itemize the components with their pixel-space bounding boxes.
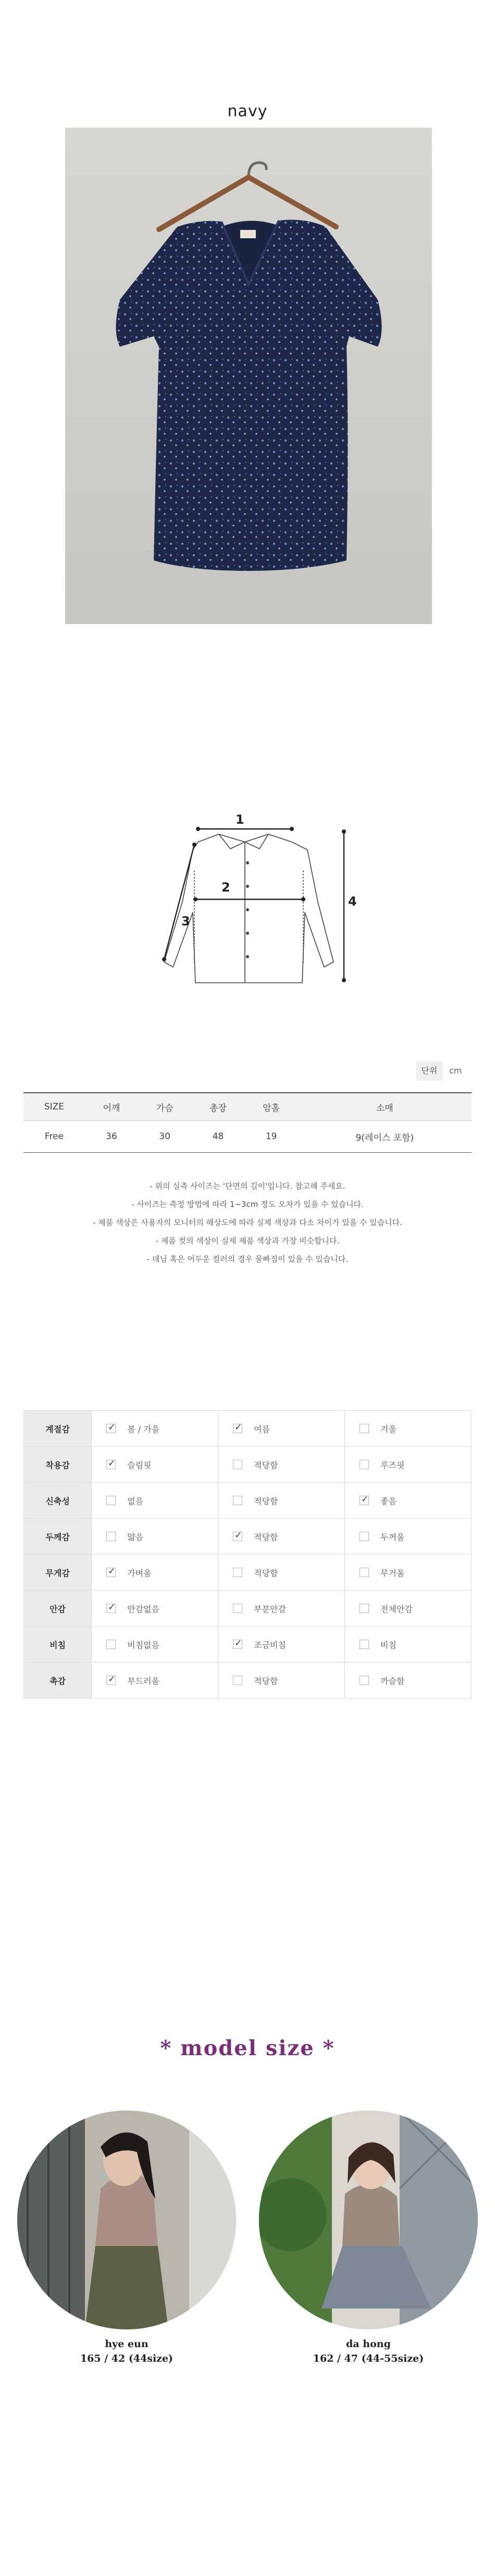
empty-box-icon <box>106 1496 116 1505</box>
empty-box-icon <box>233 1460 242 1469</box>
fabric-option <box>218 1555 345 1591</box>
fabric-option <box>218 1663 345 1699</box>
fabric-option-label: 적당함 <box>254 1568 278 1578</box>
note-line: - 데님 혹은 어두운 컬러의 경우 물빠짐이 있을 수 있습니다. <box>146 1254 349 1264</box>
fabric-option <box>218 1627 345 1663</box>
model-name-hye-eun: hye eun <box>105 2338 148 2350</box>
fabric-option-label: 부드러움 <box>127 1676 160 1686</box>
empty-box-icon <box>360 1460 369 1469</box>
fabric-option-label: 안감없음 <box>127 1604 160 1614</box>
fabric-option <box>92 1483 218 1519</box>
fabric-option-label: 여름 <box>254 1424 270 1434</box>
fabric-option-label: 봄 / 가을 <box>127 1424 160 1434</box>
fabric-row-label: 안감 <box>24 1591 92 1627</box>
table-row <box>23 1121 472 1153</box>
fabric-option <box>345 1591 472 1627</box>
empty-box-icon <box>360 1604 369 1613</box>
fabric-option-label: 부분안감 <box>254 1604 286 1614</box>
fabric-option-label: 적당함 <box>254 1676 278 1686</box>
cell-shoulder: 36 <box>85 1121 138 1153</box>
header-size: SIZE <box>23 1093 85 1121</box>
fabric-option-label: 까슬함 <box>380 1676 405 1686</box>
fabric-option-label: 없음 <box>127 1496 144 1506</box>
empty-box-icon <box>106 1640 116 1649</box>
diagram-label-3: 3 <box>181 914 190 929</box>
empty-box-icon <box>106 1532 116 1541</box>
fabric-option <box>218 1411 345 1447</box>
checked-box-icon <box>233 1640 242 1649</box>
fabric-option <box>92 1411 218 1447</box>
cell-armhole: 19 <box>245 1121 298 1153</box>
fabric-row-label: 무게감 <box>24 1555 92 1591</box>
checked-box-icon <box>233 1424 242 1433</box>
fabric-row <box>24 1627 472 1663</box>
fabric-option-label: 적당함 <box>254 1460 278 1470</box>
fabric-option-label: 비침없음 <box>127 1640 160 1650</box>
size-notes <box>0 1177 495 1268</box>
fabric-row <box>24 1447 472 1483</box>
checked-box-icon <box>106 1460 116 1469</box>
fabric-row-label: 두께감 <box>24 1519 92 1555</box>
header-chest: 가슴 <box>138 1093 191 1121</box>
model-size-title: * model size * <box>160 2036 335 2060</box>
fabric-option <box>92 1591 218 1627</box>
checked-box-icon <box>233 1532 242 1541</box>
header-sleeve: 소매 <box>298 1093 472 1121</box>
fabric-row-label: 신축성 <box>24 1483 92 1519</box>
checked-box-icon <box>106 1424 116 1433</box>
note-line: - 제품 컷의 색상이 실제 제품 색상과 가장 비슷합니다. <box>155 1236 340 1246</box>
fabric-option-label: 두꺼움 <box>380 1532 405 1542</box>
diagram-label-4: 4 <box>348 894 357 909</box>
model-name-da-hong: da hong <box>346 2338 391 2350</box>
fabric-option-label: 적당함 <box>254 1532 278 1542</box>
fabric-option-label: 얇음 <box>127 1532 144 1542</box>
fabric-option-label: 겨울 <box>380 1424 397 1434</box>
header-armhole: 암홀 <box>245 1093 298 1121</box>
fabric-option <box>345 1483 472 1519</box>
fabric-option <box>345 1411 472 1447</box>
fabric-option <box>218 1483 345 1519</box>
fabric-option-label: 비침 <box>380 1640 397 1650</box>
note-line: - 사이즈는 측정 방법에 따라 1~3cm 정도 오차가 있을 수 있습니다. <box>131 1200 364 1209</box>
fabric-option-label: 가벼움 <box>127 1568 152 1578</box>
empty-box-icon <box>233 1676 242 1685</box>
fabric-option <box>345 1663 472 1699</box>
model-size-da-hong: 162 / 47 (44-55size) <box>313 2353 424 2364</box>
cell-sleeve: 9(레이스 포함) <box>298 1121 472 1153</box>
fabric-option-label: 무거움 <box>380 1568 405 1578</box>
checked-box-icon <box>106 1568 116 1577</box>
fabric-option-label: 루즈핏 <box>380 1460 405 1470</box>
empty-box-icon <box>360 1568 369 1577</box>
checked-box-icon <box>106 1604 116 1613</box>
color-name: navy <box>227 102 268 120</box>
fabric-option <box>218 1519 345 1555</box>
size-diagram <box>141 813 360 1011</box>
header-shoulder: 어깨 <box>85 1093 138 1121</box>
fabric-option-label: 전체안감 <box>380 1604 413 1614</box>
checked-box-icon <box>360 1496 369 1505</box>
fabric-option <box>345 1555 472 1591</box>
fabric-row-label: 비침 <box>24 1627 92 1663</box>
checked-box-icon <box>106 1676 116 1685</box>
fabric-option-label: 슬림핏 <box>127 1460 152 1470</box>
model-photo-hye-eun <box>17 2110 236 2329</box>
unit-value: cm <box>449 1066 462 1076</box>
empty-box-icon <box>233 1496 242 1505</box>
fabric-row-label: 계절감 <box>24 1411 92 1447</box>
empty-box-icon <box>233 1568 242 1577</box>
fabric-option <box>218 1591 345 1627</box>
fabric-option <box>92 1447 218 1483</box>
header-length: 총장 <box>191 1093 244 1121</box>
fabric-option <box>345 1627 472 1663</box>
fabric-option <box>345 1519 472 1555</box>
fabric-row <box>24 1519 472 1555</box>
fabric-info-table <box>23 1410 472 1699</box>
fabric-option <box>92 1555 218 1591</box>
fabric-option <box>92 1663 218 1699</box>
fabric-row <box>24 1555 472 1591</box>
empty-box-icon <box>360 1676 369 1685</box>
fabric-option <box>218 1447 345 1483</box>
model-photo-da-hong <box>259 2110 478 2329</box>
empty-box-icon <box>360 1640 369 1649</box>
fabric-row <box>24 1591 472 1627</box>
fabric-option-label: 좋음 <box>380 1496 397 1506</box>
size-table <box>23 1092 472 1153</box>
fabric-option <box>92 1627 218 1663</box>
empty-box-icon <box>233 1604 242 1613</box>
fabric-row <box>24 1483 472 1519</box>
diagram-label-2: 2 <box>221 880 230 895</box>
cell-length: 48 <box>191 1121 244 1153</box>
diagram-label-1: 1 <box>236 812 244 827</box>
size-table-header <box>23 1093 472 1121</box>
fabric-option <box>92 1519 218 1555</box>
fabric-row-label: 촉감 <box>24 1663 92 1699</box>
unit-label: 단위 <box>416 1061 443 1081</box>
note-line: - 위의 실측 사이즈는 '단면의 길이'입니다. 참고해 주세요. <box>150 1181 345 1191</box>
empty-box-icon <box>360 1532 369 1541</box>
empty-box-icon <box>360 1424 369 1433</box>
fabric-option-label: 조금비침 <box>254 1640 286 1650</box>
product-photo <box>65 128 432 624</box>
note-line: - 제품 색상은 사용자의 모니터의 해상도에 따라 실제 색상과 다소 차이가 있을 수 있습니다. <box>93 1218 402 1227</box>
fabric-row <box>24 1663 472 1699</box>
cell-chest: 30 <box>138 1121 191 1153</box>
model-size-hye-eun: 165 / 42 (44size) <box>80 2353 174 2364</box>
cell-size: Free <box>23 1121 85 1153</box>
fabric-row <box>24 1411 472 1447</box>
fabric-option <box>345 1447 472 1483</box>
fabric-row-label: 착용감 <box>24 1447 92 1483</box>
fabric-option-label: 적당함 <box>254 1496 278 1506</box>
